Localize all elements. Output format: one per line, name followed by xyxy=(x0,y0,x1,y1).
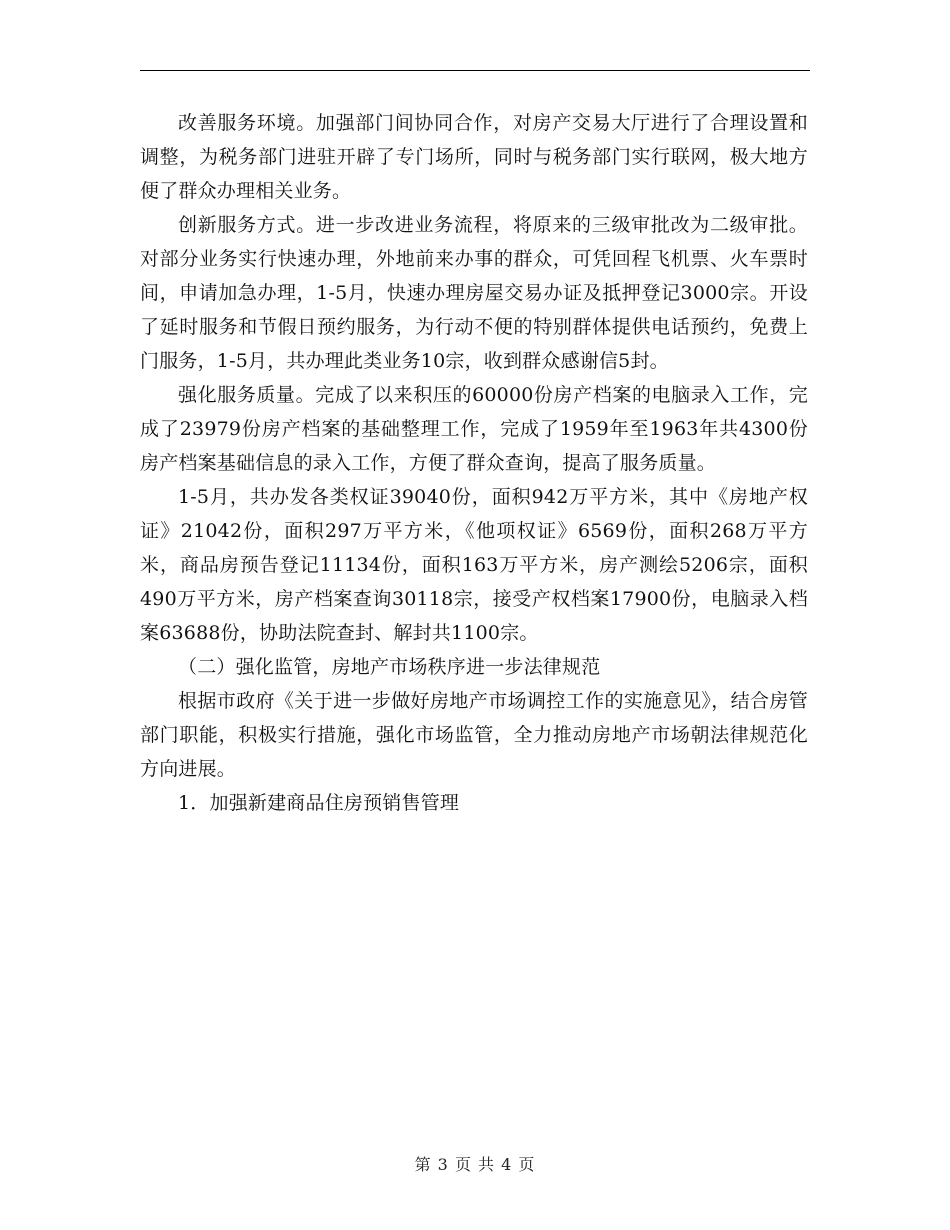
section-heading-market-supervision: （二）强化监管，房地产市场秩序进一步法律规范 xyxy=(178,656,601,678)
document-body xyxy=(140,106,808,820)
subheading-presale-management: 1．加强新建商品住房预销售管理 xyxy=(178,792,460,814)
paragraph-certificate-statistics: 1-5月，共办发各类权证39040份，面积942万平方米，其中《房地产权证》21042份，面积297万平方米，《他项权证》6569份，面积268万平方米，商品房预告登记11134份，面积163万平方米，房产测绘5206宗，面积490万平方米，房产档案查询30118宗，接受产权档案17900份，电脑录入档案63688份，协助法院查封、解封共1100宗。 xyxy=(140,486,808,644)
paragraph-service-quality: 强化服务质量。完成了以来积压的60000份房产档案的电脑录入工作，完成了23979份房产档案的基础整理工作，完成了1959年至1963年共4300份房产档案基础信息的录入工作，方便了群众查询，提高了服务质量。 xyxy=(140,384,808,474)
page-footer: 第 3 页 共 4 页 xyxy=(414,1155,536,1174)
paragraph-service-method: 创新服务方式。进一步改进业务流程，将原来的三级审批改为二级审批。对部分业务实行快速办理，外地前来办事的群众，可凭回程飞机票、火车票时间，申请加急办理，1-5月，快速办理房屋交易办证及抵押登记3000宗。开设了延时服务和节假日预约服务，为行动不便的特别群体提供电话预约，免费上门服务，1-5月，共办理此类业务10宗，收到群众感谢信5封。 xyxy=(140,214,808,372)
paragraph-market-regulation: 根据市政府《关于进一步做好房地产市场调控工作的实施意见》，结合房管部门职能，积极实行措施，强化市场监管，全力推动房地产市场朝法律规范化方向进展。 xyxy=(140,690,808,780)
header-rule xyxy=(140,70,810,71)
paragraph-service-environment: 改善服务环境。加强部门间协同合作，对房产交易大厅进行了合理设置和调整，为税务部门进驻开辟了专门场所，同时与税务部门实行联网，极大地方便了群众办理相关业务。 xyxy=(140,112,808,202)
